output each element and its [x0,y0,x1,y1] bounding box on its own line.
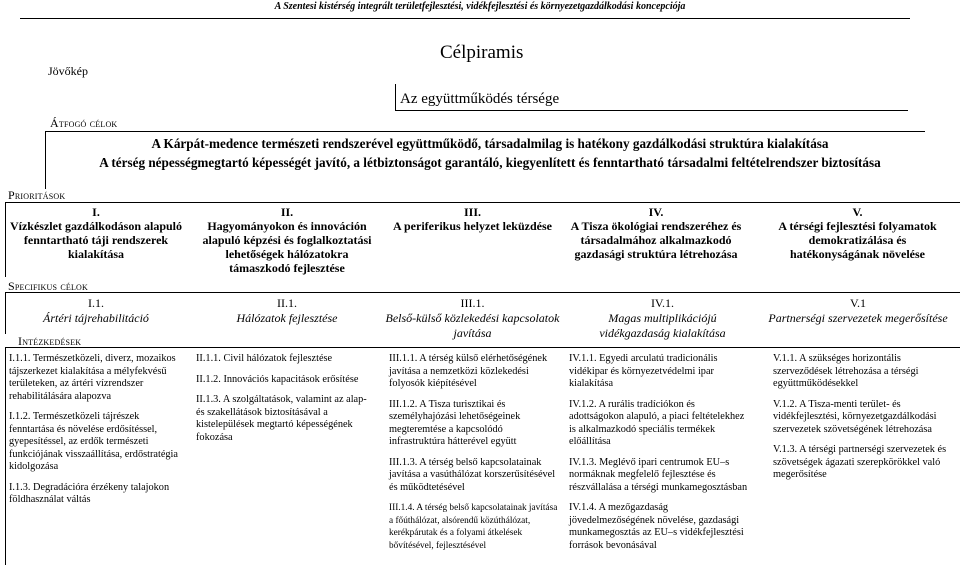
frame-line [5,347,960,348]
measure-item: I.1.1. Természetközeli, diverz, mozaikos tájszerkezet kialakítása a mélyfekvésű területeken, az ártéri vízrendszer rehabilitálására alapozva [9,353,176,402]
priority-title: Hagyományokon és innováción alapuló képzési és foglalkoztatási lehetőségek hálózatokra támaszkodó fejlesztése [202,219,372,275]
priority-number: IV. [648,205,664,219]
frame-line [5,202,960,203]
measures-column-5 [773,353,953,490]
frame-line [395,84,396,110]
specific-goal-name: Partnerségi szervezetek megerősítése [768,311,948,325]
priority-4 [565,205,747,261]
priority-title: A periferikus helyzet leküzdése [393,219,552,233]
priorities-label: Prioritások [8,188,66,202]
measure-item: V.1.3. A térségi partnerségi szervezetek és szövetségek ágazati szerepkörökkel való megerősítése [773,444,947,480]
priority-1 [8,205,184,261]
measures-column-1 [9,353,187,515]
frame-line [5,292,6,334]
measure-item: V.1.1. A szükséges horizontális szerveződések létrehozása a térségi együttműködésekkel [773,353,919,389]
specific-goal-number: I.1. [88,296,104,310]
overall-goals-label: Átfogó célok [50,116,118,130]
specific-goal-name: Magas multiplikációjú vidékgazdaság kialakítása [599,311,726,340]
specific-goal-number: V.1 [849,296,867,310]
measure-item: III.1.3. A térség belső kapcsolatainak javítása a vasúthálózat korszerűsítésével és működtetésével [389,456,556,493]
measure-item: III.1.2. A Tisza turisztikai és személyhajózási lehetőségeinek megteremtése a kapcsolódó infrastruktúra hátterével együtt [389,398,521,447]
frame-line [45,131,46,189]
priority-title: Vízkészlet gazdálkodáson alapuló fenntartható táji rendszerek kialakítása [9,219,183,261]
measures-column-4 [569,353,749,560]
frame-line [5,202,6,277]
document-header: A Szentesi kistérség integrált területfejlesztési, vidékfejlesztési és környezetgazdálkodási koncepciója [274,1,686,12]
measure-item: II.1.1. Civil hálózatok fejlesztése [196,353,333,364]
frame-line [5,292,960,293]
frame-line [5,347,6,565]
measures-label: Intézkedések [18,334,82,348]
measure-item: II.1.2. Innovációs kapacitások erősítése [196,373,359,385]
measure-item: IV.1.4. A mezőgazdaság jövedelmezőségének növelése, gazdasági munkamegosztás az EU–s vidékfejlesztési források bevonásával [569,502,744,551]
measure-item: IV.1.1. Egyedi arculatú tradicionális vidékipar és környezetvédelmi ipar kialakítása [569,353,718,389]
overall-goal-2: A térség népességmegtartó képességét javító, a létbiztonságot garantáló, kiegyenlített és fenntartható társadalmi feltételrendszer biztosítása [99,155,881,170]
specific-goal-number: III.1. [460,296,485,310]
frame-line [395,110,908,111]
measure-item: I.1.2. Természetközeli tájrészek fenntartása és növelése erdősítéssel, gyepesítéssel, az erdők természeti funkciójának visszaállítása, erdőstratégia kidolgozása [9,411,178,472]
specific-goal-1 [8,296,184,326]
vision-label: Jövőkép [48,64,88,78]
specific-goal-name: Belső-külső közlekedési kapcsolatok javítása [385,311,560,340]
priority-number: II. [280,205,294,219]
specific-goal-4 [580,296,745,341]
target-area-subtitle: Az együttműködés térsége [400,91,560,107]
measure-item: II.1.3. A szolgáltatások, valamint az alap- és szakellátások biztosításával a kistelepülések megtartó képességének fokozása [196,394,367,443]
priority-number: I. [92,205,100,219]
frame-line [45,131,925,132]
priority-number: V. [852,205,863,219]
priority-title: A térségi fejlesztési folyamatok demokratizálása és hatékonyságának növelése [778,219,937,261]
priority-number: III. [463,205,481,219]
specific-goal-number: II.1. [277,296,297,310]
target-pyramid-title: Célpiramis [440,42,524,63]
measure-item: I.1.3. Degradációra érzékeny talajokon földhasználat váltás [9,481,170,505]
header-rule [20,18,910,19]
measure-item: IV.1.2. A rurális tradíciókon és adottságokon alapuló, a piaci feltételekhez is alkalmazkodó speciális termékek előállítása [569,398,745,447]
priority-5 [765,205,950,261]
priority-3 [385,205,560,233]
specific-goal-number: IV.1. [650,296,675,310]
measures-column-3 [389,353,559,560]
priority-2 [196,205,378,275]
specific-goal-name: Hálózatok fejlesztése [236,311,338,325]
overall-goal-1: A Kárpát-medence természeti rendszerével együttműködő, társadalmilag is hatékony gazdálkodási struktúra kialakítása [151,136,829,151]
priority-title: A Tisza ökológiai rendszeréhez és társadalmához alkalmazkodó gazdasági struktúra létrehozása [570,219,742,261]
specific-goal-2 [196,296,378,326]
measures-column-2 [196,353,376,452]
measure-item: IV.1.3. Meglévő ipari centrumok EU–s normáknak megfelelő fejlesztése és részvállalása a térségi munkamegosztásban [569,456,748,493]
specific-goal-name: Ártéri tájrehabilitáció [43,311,149,325]
measure-item: III.1.1. A térség külső elérhetőségének javítása a nemzetközi közlekedési folyosók kiépítésével [389,353,548,389]
measure-item: V.1.2. A Tisza-menti terület- és vidékfejlesztési, környezetgazdálkodási szervezetek szövetségének létrehozása [773,398,937,435]
specific-goal-3 [385,296,560,341]
measure-item: III.1.4. A térség belső kapcsolatainak javítása a főúthálózat, alsórendű közúthálózat, kerékpárutak és a folyami átkelések bővítésével, fejlesztésével [389,503,558,551]
specific-goal-5 [768,296,948,326]
specific-goals-label: Specifikus célok [8,279,88,293]
